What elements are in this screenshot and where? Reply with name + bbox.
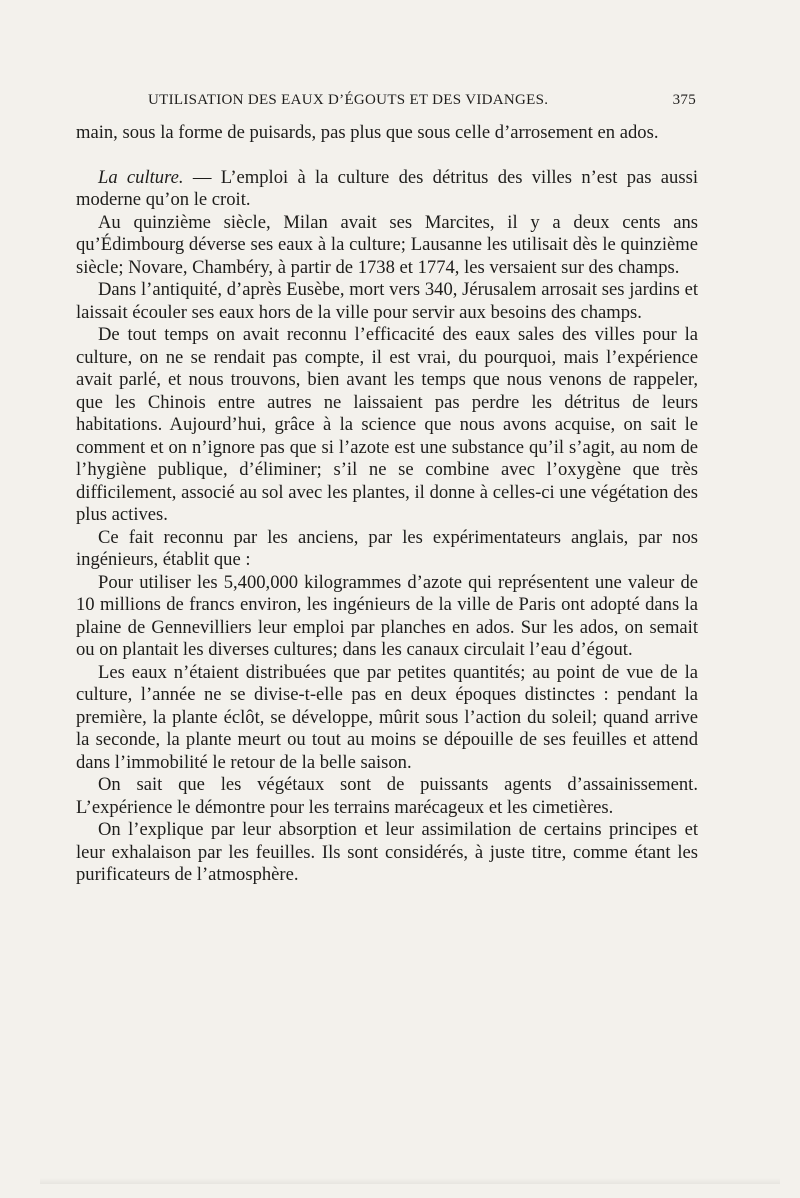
- page-number: 375: [672, 92, 696, 108]
- section-paragraph: [76, 167, 698, 212]
- paragraph: Dans l’antiquité, d’après Eusèbe, mort vers 340, Jérusalem arrosait ses jardins et laissait écouler ses eaux hors de la ville pour servir aux besoins des champs.: [76, 279, 698, 323]
- page-header: [148, 92, 696, 114]
- paragraph: Pour utiliser les 5,400,000 kilogrammes d’azote qui représentent une valeur de 10 millions de francs environ, les ingénieurs de la ville de Paris ont adopté dans la plaine de Gennevilliers leur emploi par planches en ados. Sur les ados, on semait ou on plantait les diverses cultures; dans les canaux circulait l’eau d’égout.: [76, 571, 698, 660]
- paragraph: Au quinzième siècle, Milan avait ses Marcites, il y a deux cents ans qu’Édimbourg déverse ses eaux à la culture; Lausanne les utilisait dès le quinzième siècle; Novare, Chambéry, à partir de 1738 et 1774, les versaient sur des champs.: [76, 211, 698, 278]
- body-text: [76, 122, 698, 887]
- section-lead: — L’emploi à la culture des détritus des villes n’est pas aussi moderne qu’on le croit.: [76, 166, 698, 210]
- paragraph-continuation: main, sous la forme de puisards, pas plus que sous celle d’arrosement en ados.: [76, 122, 659, 143]
- paragraph: Les eaux n’étaient distribuées que par petites quantités; au point de vue de la culture, l’année ne se divise-t-elle pas en deux époques distinctes : pendant la première, la plante éclôt, se développe, mûrit sous l’action du soleil; quand arrive la seconde, la plante meurt ou tout au moins se dépouille de ses feuilles et attend dans l’immobilité le retour de la belle saison.: [76, 661, 698, 773]
- paragraph: De tout temps on avait reconnu l’efficacité des eaux sales des villes pour la culture, on ne se rendait pas compte, il est vrai, du pourquoi, mais l’expérience avait parlé, et nous trouvons, bien avant les temps que nous venons de rappeler, que les Chinois entre autres ne laissaient pas perdre les détritus de leurs habitations. Aujourd’hui, grâce à la science que nous avons acquise, on sait le comment et on n’ignore pas que si l’azote est une substance qu’il s’agit, au nom de l’hygiène publique, d’éliminer; s’il ne se combine avec l’oxygène que très difficilement, associé au sol avec les plantes, il donne à celles-ci une végétation des plus actives.: [76, 324, 698, 525]
- paragraph: On sait que les végétaux sont de puissants agents d’assainissement. L’expérience le démontre pour les terrains marécageux et les cimetières.: [76, 774, 698, 818]
- running-title: UTILISATION DES EAUX D’ÉGOUTS ET DES VIDANGES.: [148, 92, 549, 108]
- paragraph: On l’explique par leur absorption et leur assimilation de certains principes et leur exhalaison par les feuilles. Ils sont considérés, à juste titre, comme étant les purificateurs de l’atmosphère.: [76, 819, 698, 885]
- section-title: La culture.: [98, 166, 184, 188]
- paragraph: Ce fait reconnu par les anciens, par les expérimentateurs anglais, par nos ingénieurs, établit que :: [76, 526, 698, 570]
- page-edge-shadow: [40, 1178, 780, 1184]
